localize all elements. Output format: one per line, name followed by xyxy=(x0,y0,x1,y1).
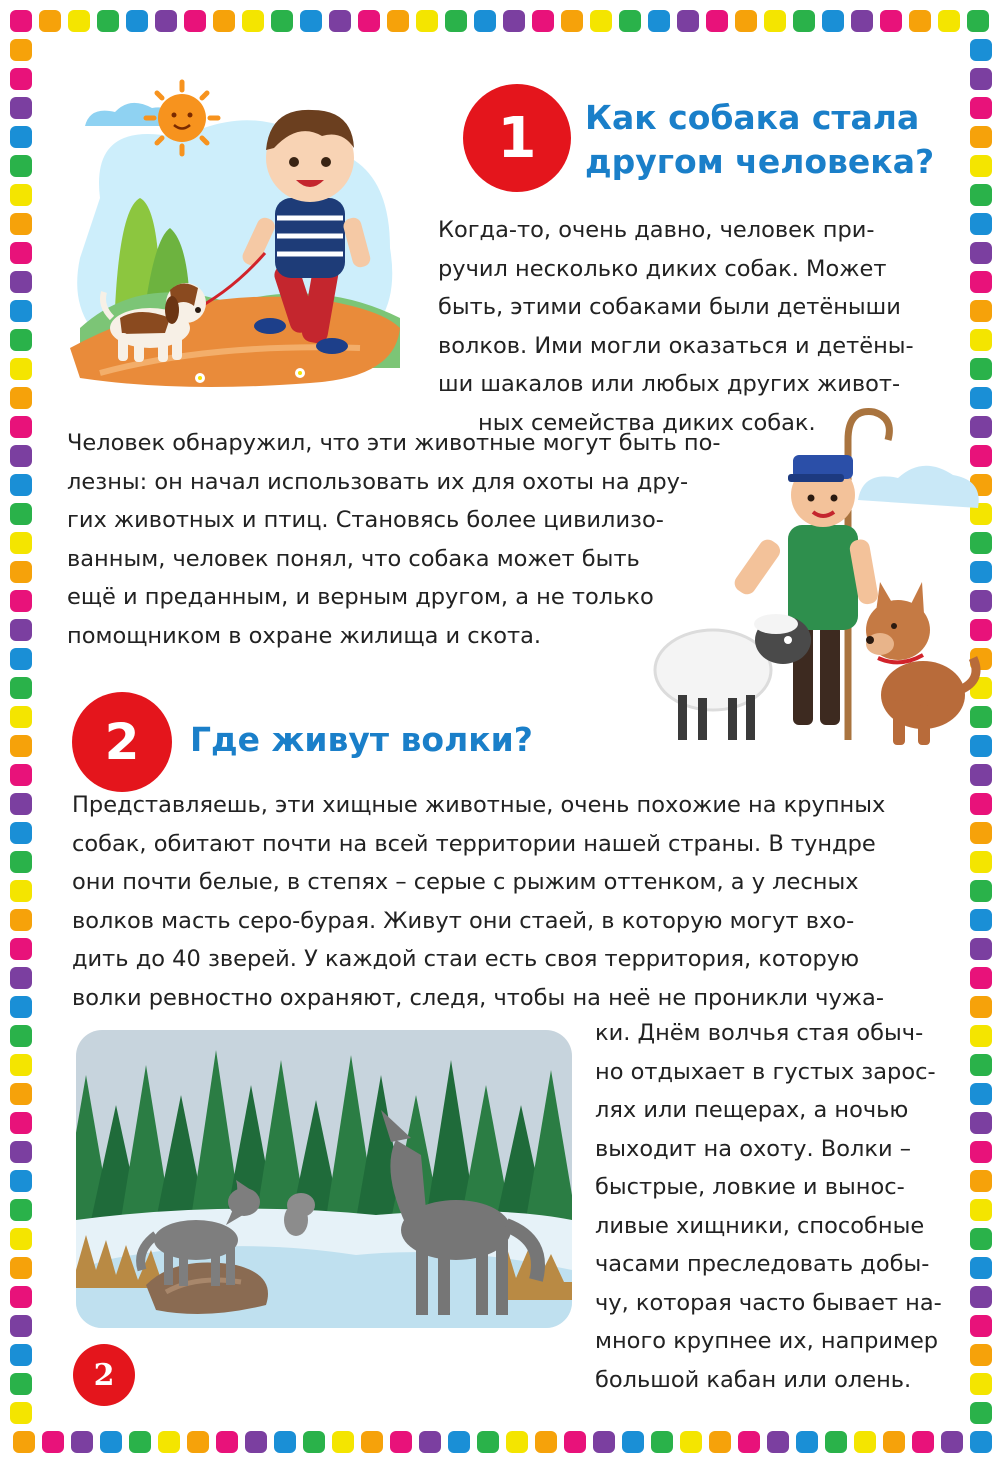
border-square xyxy=(970,996,992,1018)
border-square xyxy=(10,1054,32,1076)
text-line: ливые хищники, способные xyxy=(595,1212,925,1239)
border-square xyxy=(10,10,32,32)
border-square xyxy=(10,1141,32,1163)
section-2-paragraph-1 xyxy=(72,786,885,1017)
border-square xyxy=(10,39,32,61)
text-line: Когда-то, очень давно, человек при- xyxy=(438,217,875,243)
border-square xyxy=(651,1431,673,1453)
border-square xyxy=(970,1315,992,1337)
border-square xyxy=(909,10,931,32)
border-square xyxy=(303,1431,325,1453)
border-square xyxy=(10,619,32,641)
border-square xyxy=(216,1431,238,1453)
border-square xyxy=(10,1228,32,1250)
border-square xyxy=(126,10,148,32)
border-square xyxy=(970,1431,992,1453)
border-square xyxy=(970,213,992,235)
border-square xyxy=(10,1199,32,1221)
border-square xyxy=(332,1431,354,1453)
border-square xyxy=(184,10,206,32)
border-square xyxy=(970,1112,992,1134)
border-square xyxy=(10,126,32,148)
border-square xyxy=(10,503,32,525)
section-2-title: Где живут волки? xyxy=(190,720,533,759)
border-square xyxy=(619,10,641,32)
border-square xyxy=(10,242,32,264)
text-line: дить до 40 зверей. У каждой стаи есть своя территория, которую xyxy=(72,946,860,972)
section-2-number: 2 xyxy=(72,692,172,792)
border-square xyxy=(561,10,583,32)
border-square xyxy=(970,126,992,148)
border-square xyxy=(187,1431,209,1453)
border-square xyxy=(245,1431,267,1453)
border-square xyxy=(10,677,32,699)
text-line: помощником в охране жилища и скота. xyxy=(67,622,542,649)
border-square xyxy=(10,155,32,177)
border-square xyxy=(851,10,873,32)
border-square xyxy=(970,1054,992,1076)
border-square xyxy=(709,1431,731,1453)
border-square xyxy=(390,1431,412,1453)
section-1-title-line: Как собака стала xyxy=(585,98,920,137)
section-1-number: 1 xyxy=(463,84,571,192)
border-square xyxy=(970,764,992,786)
text-line: большой кабан или олень. xyxy=(595,1366,912,1393)
border-square xyxy=(10,938,32,960)
wolves-in-winter-forest-illustration xyxy=(76,1030,572,1328)
border-square xyxy=(387,10,409,32)
border-square xyxy=(793,10,815,32)
border-square xyxy=(970,155,992,177)
border-square xyxy=(10,184,32,206)
border-square xyxy=(854,1431,876,1453)
border-square xyxy=(129,1431,151,1453)
border-square xyxy=(329,10,351,32)
border-square xyxy=(10,706,32,728)
border-square xyxy=(970,1199,992,1221)
border-square xyxy=(10,1286,32,1308)
border-square xyxy=(10,590,32,612)
border-square xyxy=(880,10,902,32)
text-line: ки. Днём волчья стая обыч- xyxy=(595,1020,924,1046)
section-1-title-line: другом человека? xyxy=(585,142,935,181)
border-square xyxy=(735,10,757,32)
border-square xyxy=(97,10,119,32)
border-square xyxy=(10,793,32,815)
border-square xyxy=(912,1431,934,1453)
border-square xyxy=(970,242,992,264)
border-square xyxy=(361,1431,383,1453)
border-square xyxy=(416,10,438,32)
border-square xyxy=(10,97,32,119)
border-square xyxy=(158,1431,180,1453)
border-square xyxy=(10,996,32,1018)
border-square xyxy=(967,10,989,32)
border-square xyxy=(10,1315,32,1337)
text-line: выходит на охоту. Волки – xyxy=(595,1135,911,1162)
border-square xyxy=(10,68,32,90)
border-square xyxy=(622,1431,644,1453)
border-square xyxy=(822,10,844,32)
border-square xyxy=(532,10,554,32)
section-1-paragraph-2 xyxy=(67,424,721,655)
border-square xyxy=(10,329,32,351)
border-square xyxy=(274,1431,296,1453)
border-square xyxy=(300,10,322,32)
text-line: ши шакалов или любых других живот- xyxy=(438,371,901,397)
text-line: чу, которая часто бывает на- xyxy=(595,1289,942,1316)
border-square xyxy=(970,39,992,61)
border-square xyxy=(10,1373,32,1395)
text-line: но отдыхает в густых зарос- xyxy=(595,1058,936,1085)
text-line: волки ревностно охраняют, следя, чтобы на неё не проникли чужа- xyxy=(72,984,884,1011)
border-square xyxy=(10,880,32,902)
border-square xyxy=(10,358,32,380)
text-line: они почти белые, в степях – серые с рыжим оттенком, а у лесных xyxy=(72,869,859,895)
border-square xyxy=(10,271,32,293)
border-square xyxy=(767,1431,789,1453)
border-square xyxy=(564,1431,586,1453)
border-square xyxy=(970,1228,992,1250)
border-square xyxy=(796,1431,818,1453)
border-square xyxy=(10,1025,32,1047)
border-square xyxy=(970,68,992,90)
text-line: лезны: он начал использовать их для охоты на дру- xyxy=(67,468,689,495)
border-square xyxy=(155,10,177,32)
text-line: ных семейства диких собак. xyxy=(478,409,816,436)
border-square xyxy=(71,1431,93,1453)
border-square xyxy=(13,1431,35,1453)
text-line: Представляешь, эти хищные животные, очень похожие на крупных xyxy=(72,792,886,818)
border-square xyxy=(503,10,525,32)
text-line: ручил несколько диких собак. Может xyxy=(438,255,887,282)
border-square xyxy=(242,10,264,32)
border-square xyxy=(10,1170,32,1192)
border-square xyxy=(10,735,32,757)
border-square xyxy=(10,213,32,235)
border-square xyxy=(970,1344,992,1366)
border-square xyxy=(10,1402,32,1424)
border-square xyxy=(970,1025,992,1047)
section-2-paragraph-2 xyxy=(595,1014,942,1399)
boy-walking-dog-illustration xyxy=(60,78,415,398)
border-square xyxy=(68,10,90,32)
border-square xyxy=(970,938,992,960)
border-square xyxy=(883,1431,905,1453)
text-line: много крупнее их, например xyxy=(595,1328,939,1354)
text-line: ещё и преданным, и верным другом, а не только xyxy=(67,584,654,610)
border-square xyxy=(941,1431,963,1453)
border-square xyxy=(419,1431,441,1453)
border-square xyxy=(970,271,992,293)
border-square xyxy=(10,648,32,670)
border-square xyxy=(970,300,992,322)
border-square xyxy=(825,1431,847,1453)
border-square xyxy=(474,10,496,32)
border-square xyxy=(970,880,992,902)
border-square xyxy=(970,1257,992,1279)
text-line: быть, этими собаками были детёныши xyxy=(438,294,901,320)
text-line: лях или пещерах, а ночью xyxy=(595,1097,909,1123)
border-square xyxy=(10,1112,32,1134)
border-square xyxy=(10,909,32,931)
section-1-title xyxy=(585,96,934,184)
border-square xyxy=(213,10,235,32)
border-square xyxy=(100,1431,122,1453)
border-square xyxy=(677,10,699,32)
border-square xyxy=(10,1257,32,1279)
border-square xyxy=(10,445,32,467)
border-square xyxy=(970,1083,992,1105)
border-square xyxy=(10,474,32,496)
border-square xyxy=(970,1141,992,1163)
border-square xyxy=(970,358,992,380)
text-line: собак, обитают почти на всей территории нашей страны. В тундре xyxy=(72,830,876,857)
border-square xyxy=(445,10,467,32)
border-square xyxy=(706,10,728,32)
border-square xyxy=(10,1083,32,1105)
text-line: ванным, человек понял, что собака может быть xyxy=(67,545,640,572)
border-square xyxy=(738,1431,760,1453)
border-square xyxy=(10,1344,32,1366)
border-square xyxy=(10,300,32,322)
border-square xyxy=(590,10,612,32)
text-line: волков масть серо-бурая. Живут они стаей, в которую могут вхо- xyxy=(72,907,855,934)
border-square xyxy=(970,793,992,815)
border-square xyxy=(10,764,32,786)
text-line: быстрые, ловкие и вынос- xyxy=(595,1174,905,1200)
border-square xyxy=(10,822,32,844)
border-square xyxy=(42,1431,64,1453)
text-line: гих животных и птиц. Становясь более цивилизо- xyxy=(67,507,664,533)
border-square xyxy=(10,561,32,583)
border-square xyxy=(506,1431,528,1453)
border-square xyxy=(970,851,992,873)
border-square xyxy=(39,10,61,32)
border-square xyxy=(970,967,992,989)
border-square xyxy=(535,1431,557,1453)
border-square xyxy=(970,184,992,206)
border-square xyxy=(938,10,960,32)
border-square xyxy=(970,1286,992,1308)
border-square xyxy=(10,387,32,409)
border-square xyxy=(648,10,670,32)
border-square xyxy=(271,10,293,32)
border-square xyxy=(970,1373,992,1395)
border-square xyxy=(970,909,992,931)
border-square xyxy=(970,1170,992,1192)
border-square xyxy=(680,1431,702,1453)
page-number: 2 xyxy=(73,1344,135,1406)
border-square xyxy=(358,10,380,32)
border-square xyxy=(593,1431,615,1453)
border-square xyxy=(764,10,786,32)
text-line: Человек обнаружил, что эти животные могут быть по- xyxy=(67,430,721,456)
border-square xyxy=(970,97,992,119)
border-square xyxy=(10,851,32,873)
border-square xyxy=(10,416,32,438)
border-square xyxy=(10,967,32,989)
border-square xyxy=(970,822,992,844)
border-square xyxy=(970,329,992,351)
text-line: часами преследовать добы- xyxy=(595,1251,930,1277)
border-square xyxy=(970,1402,992,1424)
border-square xyxy=(477,1431,499,1453)
text-line: волков. Ими могли оказаться и детёны- xyxy=(438,332,914,359)
border-square xyxy=(448,1431,470,1453)
border-square xyxy=(10,532,32,554)
